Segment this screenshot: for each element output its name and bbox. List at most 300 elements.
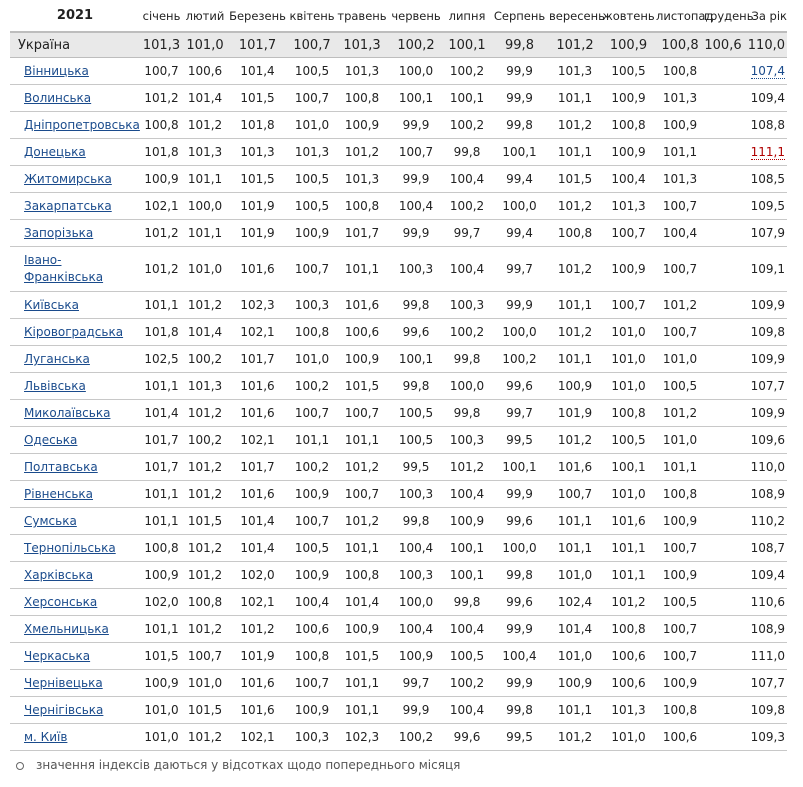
value-cell: 101,5 bbox=[183, 697, 227, 724]
value-cell bbox=[704, 247, 742, 292]
value-cell: 100,0 bbox=[490, 193, 549, 220]
value-cell: 100,1 bbox=[444, 535, 490, 562]
value-cell: 99,9 bbox=[388, 697, 444, 724]
value-cell bbox=[704, 166, 742, 193]
value-cell: 101,2 bbox=[183, 616, 227, 643]
value-cell: 100,7 bbox=[288, 508, 336, 535]
value-cell: 101,0 bbox=[601, 724, 656, 751]
value-cell: 101,0 bbox=[549, 562, 601, 589]
year-heading: 2021 bbox=[56, 8, 94, 23]
value-cell: 102,1 bbox=[227, 589, 288, 616]
value-cell bbox=[742, 139, 787, 166]
value-cell: 101,3 bbox=[656, 85, 704, 112]
value-cell: 100,0 bbox=[183, 193, 227, 220]
value-cell: 100,5 bbox=[601, 427, 656, 454]
value-cell: 102,1 bbox=[227, 427, 288, 454]
annual-value[interactable]: 107,7 bbox=[750, 676, 785, 690]
value-cell: 100,8 bbox=[336, 85, 388, 112]
value-cell: 99,5 bbox=[490, 724, 549, 751]
value-cell: 100,5 bbox=[288, 58, 336, 85]
region-cell bbox=[10, 193, 140, 220]
value-cell: 101,2 bbox=[549, 724, 601, 751]
table-row bbox=[10, 139, 787, 166]
column-header: травень bbox=[337, 8, 387, 23]
region-cell bbox=[10, 643, 140, 670]
value-cell: 102,5 bbox=[140, 346, 183, 373]
annual-value[interactable]: 109,3 bbox=[750, 730, 785, 744]
region-link[interactable]: Вінницька bbox=[24, 64, 89, 78]
total-cell: 101,0 bbox=[183, 32, 227, 58]
region-link[interactable]: Миколаївська bbox=[24, 406, 111, 420]
value-cell: 101,6 bbox=[227, 670, 288, 697]
value-cell: 100,1 bbox=[444, 562, 490, 589]
value-cell: 100,8 bbox=[288, 319, 336, 346]
region-link[interactable]: Дніпропетровська bbox=[24, 118, 140, 132]
value-cell: 100,3 bbox=[388, 247, 444, 292]
value-cell: 100,9 bbox=[656, 508, 704, 535]
value-cell: 100,1 bbox=[601, 454, 656, 481]
value-cell bbox=[704, 535, 742, 562]
value-cell: 101,2 bbox=[183, 454, 227, 481]
value-cell bbox=[704, 193, 742, 220]
value-cell: 101,1 bbox=[183, 166, 227, 193]
value-cell: 100,2 bbox=[444, 193, 490, 220]
value-cell: 102,0 bbox=[140, 589, 183, 616]
value-cell: 101,3 bbox=[656, 166, 704, 193]
value-cell: 100,1 bbox=[490, 139, 549, 166]
annual-value[interactable]: 109,9 bbox=[750, 298, 785, 312]
value-cell: 100,5 bbox=[388, 400, 444, 427]
value-cell: 101,2 bbox=[549, 427, 601, 454]
value-cell: 101,1 bbox=[549, 292, 601, 319]
value-cell: 101,2 bbox=[183, 535, 227, 562]
annual-value[interactable]: 107,9 bbox=[750, 226, 785, 240]
value-cell: 99,9 bbox=[490, 58, 549, 85]
annual-value[interactable]: 108,7 bbox=[750, 541, 785, 555]
value-cell: 101,1 bbox=[656, 139, 704, 166]
region-link[interactable]: м. Київ bbox=[24, 730, 68, 744]
region-cell bbox=[10, 112, 140, 139]
value-cell: 99,4 bbox=[490, 220, 549, 247]
region-link[interactable]: Чернівецька bbox=[24, 676, 103, 690]
total-cell: 101,7 bbox=[227, 32, 288, 58]
annual-value[interactable]: 110,6 bbox=[750, 595, 785, 609]
value-cell: 101,5 bbox=[140, 643, 183, 670]
region-link[interactable]: Сумська bbox=[24, 514, 77, 528]
value-cell bbox=[742, 481, 787, 508]
value-cell: 99,8 bbox=[388, 373, 444, 400]
value-cell: 100,8 bbox=[601, 616, 656, 643]
table-row bbox=[10, 112, 787, 139]
value-cell: 101,1 bbox=[549, 85, 601, 112]
value-cell bbox=[704, 292, 742, 319]
value-cell: 101,2 bbox=[183, 562, 227, 589]
value-cell: 100,4 bbox=[444, 166, 490, 193]
footnote bbox=[16, 758, 460, 772]
value-cell: 99,8 bbox=[490, 562, 549, 589]
value-cell: 101,4 bbox=[227, 535, 288, 562]
value-cell: 102,1 bbox=[227, 724, 288, 751]
value-cell: 101,1 bbox=[549, 535, 601, 562]
region-link[interactable]: Запорізька bbox=[24, 226, 94, 240]
table-row bbox=[10, 220, 787, 247]
value-cell: 101,1 bbox=[656, 454, 704, 481]
value-cell bbox=[742, 220, 787, 247]
total-cell: 101,3 bbox=[336, 32, 388, 58]
region-link[interactable]: Волинська bbox=[24, 91, 92, 105]
annual-value[interactable]: 109,9 bbox=[750, 352, 785, 366]
value-cell: 100,7 bbox=[656, 643, 704, 670]
region-cell bbox=[10, 427, 140, 454]
value-cell: 101,1 bbox=[140, 481, 183, 508]
value-cell: 100,7 bbox=[656, 247, 704, 292]
value-cell bbox=[704, 373, 742, 400]
value-cell: 100,2 bbox=[183, 346, 227, 373]
region-link[interactable]: Івано-Франківська bbox=[24, 253, 104, 284]
value-cell: 101,4 bbox=[336, 589, 388, 616]
value-cell: 100,8 bbox=[183, 589, 227, 616]
value-cell: 101,1 bbox=[336, 247, 388, 292]
value-cell bbox=[742, 616, 787, 643]
value-cell: 101,4 bbox=[227, 508, 288, 535]
region-link[interactable]: Полтавська bbox=[24, 460, 98, 474]
value-cell: 100,4 bbox=[388, 616, 444, 643]
table-row bbox=[10, 85, 787, 112]
value-cell: 99,6 bbox=[490, 508, 549, 535]
annual-value[interactable]: 108,9 bbox=[750, 487, 785, 501]
annual-value[interactable]: 108,9 bbox=[750, 622, 785, 636]
value-cell: 101,4 bbox=[140, 400, 183, 427]
table-row bbox=[10, 58, 787, 85]
value-cell: 100,7 bbox=[336, 400, 388, 427]
value-cell bbox=[742, 247, 787, 292]
value-cell: 99,6 bbox=[388, 319, 444, 346]
value-cell: 100,6 bbox=[601, 670, 656, 697]
region-link[interactable]: Одеська bbox=[24, 433, 78, 447]
region-cell bbox=[10, 85, 140, 112]
region-link[interactable]: Тернопільська bbox=[24, 541, 116, 555]
value-cell bbox=[742, 724, 787, 751]
value-cell bbox=[704, 562, 742, 589]
region-cell bbox=[10, 508, 140, 535]
value-cell: 100,2 bbox=[444, 58, 490, 85]
value-cell: 100,0 bbox=[490, 535, 549, 562]
value-cell: 100,9 bbox=[288, 481, 336, 508]
value-cell: 100,8 bbox=[336, 562, 388, 589]
total-cell: 100,1 bbox=[444, 32, 490, 58]
region-link[interactable]: Кіровоградська bbox=[24, 325, 124, 339]
annual-value[interactable]: 108,8 bbox=[750, 118, 785, 132]
value-cell: 99,9 bbox=[490, 481, 549, 508]
value-cell: 99,6 bbox=[490, 589, 549, 616]
table-row bbox=[10, 562, 787, 589]
value-cell bbox=[742, 535, 787, 562]
value-cell: 101,5 bbox=[227, 166, 288, 193]
annual-value[interactable]: 111,1 bbox=[750, 145, 785, 159]
region-cell bbox=[10, 247, 140, 292]
region-cell bbox=[10, 481, 140, 508]
value-cell: 100,4 bbox=[388, 193, 444, 220]
value-cell: 101,6 bbox=[336, 292, 388, 319]
value-cell: 99,9 bbox=[490, 670, 549, 697]
value-cell: 101,2 bbox=[601, 589, 656, 616]
value-cell: 101,4 bbox=[227, 58, 288, 85]
value-cell: 101,1 bbox=[549, 697, 601, 724]
table-row bbox=[10, 454, 787, 481]
value-cell: 100,4 bbox=[444, 481, 490, 508]
region-link[interactable]: Харківська bbox=[24, 568, 94, 582]
region-link[interactable]: Херсонська bbox=[24, 595, 98, 609]
value-cell: 101,2 bbox=[549, 112, 601, 139]
value-cell: 100,7 bbox=[288, 670, 336, 697]
value-cell: 100,0 bbox=[490, 319, 549, 346]
value-cell: 99,8 bbox=[490, 697, 549, 724]
value-cell: 101,8 bbox=[227, 112, 288, 139]
value-cell: 100,3 bbox=[288, 292, 336, 319]
value-cell: 101,3 bbox=[227, 139, 288, 166]
value-cell bbox=[742, 562, 787, 589]
value-cell bbox=[704, 643, 742, 670]
total-row-label: Україна bbox=[10, 32, 140, 58]
value-cell: 100,9 bbox=[336, 112, 388, 139]
table-row bbox=[10, 616, 787, 643]
annual-value[interactable]: 107,7 bbox=[750, 379, 785, 393]
column-header: жовтень bbox=[602, 8, 655, 23]
column-header: вересень bbox=[549, 8, 605, 23]
value-cell: 100,1 bbox=[388, 85, 444, 112]
region-cell bbox=[10, 58, 140, 85]
annual-value[interactable]: 109,6 bbox=[750, 433, 785, 447]
value-cell: 100,4 bbox=[444, 247, 490, 292]
value-cell: 100,2 bbox=[490, 346, 549, 373]
value-cell: 101,1 bbox=[183, 220, 227, 247]
annual-value[interactable]: 110,2 bbox=[750, 514, 785, 528]
value-cell: 101,6 bbox=[601, 508, 656, 535]
region-link[interactable]: Донецька bbox=[24, 145, 86, 159]
value-cell: 100,9 bbox=[656, 112, 704, 139]
value-cell: 100,9 bbox=[140, 562, 183, 589]
region-cell bbox=[10, 292, 140, 319]
value-cell: 101,0 bbox=[601, 373, 656, 400]
value-cell: 101,1 bbox=[549, 139, 601, 166]
value-cell bbox=[742, 697, 787, 724]
value-cell: 101,2 bbox=[549, 319, 601, 346]
value-cell: 101,0 bbox=[140, 697, 183, 724]
annual-value[interactable]: 109,9 bbox=[750, 406, 785, 420]
value-cell bbox=[704, 724, 742, 751]
value-cell: 100,9 bbox=[601, 139, 656, 166]
region-cell bbox=[10, 697, 140, 724]
value-cell: 101,5 bbox=[183, 508, 227, 535]
table-row bbox=[10, 373, 787, 400]
value-cell: 101,0 bbox=[656, 346, 704, 373]
total-cell: 100,2 bbox=[388, 32, 444, 58]
value-cell: 101,3 bbox=[336, 166, 388, 193]
table-row bbox=[10, 670, 787, 697]
value-cell: 101,9 bbox=[549, 400, 601, 427]
region-link[interactable]: Львівська bbox=[24, 379, 86, 393]
value-cell bbox=[704, 670, 742, 697]
total-cell: 100,7 bbox=[288, 32, 336, 58]
value-cell: 100,9 bbox=[549, 670, 601, 697]
value-cell: 100,9 bbox=[444, 508, 490, 535]
table-row bbox=[10, 319, 787, 346]
region-link[interactable]: Чернігівська bbox=[24, 703, 104, 717]
value-cell: 101,2 bbox=[140, 85, 183, 112]
value-cell: 100,7 bbox=[140, 58, 183, 85]
annual-value[interactable]: 109,4 bbox=[750, 91, 785, 105]
value-cell: 100,2 bbox=[288, 373, 336, 400]
value-cell bbox=[704, 481, 742, 508]
value-cell: 100,9 bbox=[140, 670, 183, 697]
value-cell: 100,8 bbox=[656, 481, 704, 508]
value-cell: 100,4 bbox=[288, 589, 336, 616]
region-link[interactable]: Житомирська bbox=[24, 172, 112, 186]
annual-value[interactable]: 109,8 bbox=[750, 703, 785, 717]
column-header: лютий bbox=[185, 8, 225, 23]
value-cell: 101,0 bbox=[183, 247, 227, 292]
value-cell: 101,6 bbox=[227, 373, 288, 400]
value-cell: 100,9 bbox=[388, 643, 444, 670]
value-cell: 101,3 bbox=[336, 58, 388, 85]
value-cell: 100,4 bbox=[656, 220, 704, 247]
value-cell: 99,8 bbox=[444, 346, 490, 373]
value-cell: 101,7 bbox=[140, 454, 183, 481]
region-link[interactable]: Рівненська bbox=[24, 487, 93, 501]
value-cell: 100,9 bbox=[288, 220, 336, 247]
region-link[interactable]: Київська bbox=[24, 298, 79, 312]
value-cell bbox=[742, 193, 787, 220]
value-cell: 101,3 bbox=[601, 193, 656, 220]
value-cell: 100,5 bbox=[444, 643, 490, 670]
annual-value[interactable]: 107,4 bbox=[750, 64, 785, 78]
value-cell: 99,7 bbox=[444, 220, 490, 247]
table-row bbox=[10, 193, 787, 220]
value-cell: 101,6 bbox=[227, 697, 288, 724]
value-cell bbox=[742, 319, 787, 346]
value-cell: 99,5 bbox=[490, 427, 549, 454]
value-cell: 100,6 bbox=[288, 616, 336, 643]
value-cell bbox=[704, 454, 742, 481]
column-header: Серпень bbox=[493, 8, 546, 23]
value-cell: 101,1 bbox=[140, 292, 183, 319]
value-cell: 102,3 bbox=[227, 292, 288, 319]
annual-value[interactable]: 110,0 bbox=[750, 460, 785, 474]
value-cell: 101,6 bbox=[549, 454, 601, 481]
value-cell: 101,3 bbox=[549, 58, 601, 85]
value-cell: 101,2 bbox=[183, 292, 227, 319]
value-cell: 100,4 bbox=[444, 697, 490, 724]
value-cell bbox=[742, 454, 787, 481]
table-body bbox=[10, 32, 787, 751]
region-link[interactable]: Черкаська bbox=[24, 649, 91, 663]
value-cell: 101,1 bbox=[336, 697, 388, 724]
table-row bbox=[10, 508, 787, 535]
value-cell: 100,7 bbox=[183, 643, 227, 670]
value-cell: 101,9 bbox=[227, 193, 288, 220]
value-cell: 101,5 bbox=[336, 373, 388, 400]
value-cell: 99,9 bbox=[490, 292, 549, 319]
value-cell: 101,1 bbox=[140, 616, 183, 643]
annual-value[interactable]: 109,1 bbox=[750, 262, 785, 276]
value-cell: 101,3 bbox=[288, 139, 336, 166]
value-cell: 99,8 bbox=[388, 292, 444, 319]
value-cell: 99,8 bbox=[388, 508, 444, 535]
value-cell: 100,8 bbox=[336, 193, 388, 220]
value-cell bbox=[742, 58, 787, 85]
value-cell: 100,7 bbox=[288, 85, 336, 112]
annual-value[interactable]: 111,0 bbox=[750, 649, 785, 663]
value-cell: 100,2 bbox=[288, 454, 336, 481]
value-cell: 99,7 bbox=[388, 670, 444, 697]
column-header: За рік bbox=[751, 8, 787, 23]
value-cell: 101,0 bbox=[183, 670, 227, 697]
annual-value[interactable]: 109,4 bbox=[750, 568, 785, 582]
value-cell: 100,7 bbox=[336, 481, 388, 508]
value-cell: 100,8 bbox=[601, 400, 656, 427]
value-cell: 102,4 bbox=[549, 589, 601, 616]
value-cell bbox=[704, 589, 742, 616]
value-cell: 100,0 bbox=[388, 58, 444, 85]
region-link[interactable]: Закарпатська bbox=[24, 199, 112, 213]
value-cell: 99,8 bbox=[444, 589, 490, 616]
value-cell: 100,5 bbox=[288, 535, 336, 562]
value-cell: 99,9 bbox=[490, 85, 549, 112]
value-cell: 101,6 bbox=[227, 481, 288, 508]
value-cell bbox=[704, 400, 742, 427]
table-row bbox=[10, 400, 787, 427]
value-cell: 101,0 bbox=[601, 346, 656, 373]
value-cell: 99,6 bbox=[444, 724, 490, 751]
value-cell: 101,3 bbox=[601, 697, 656, 724]
value-cell: 100,6 bbox=[656, 724, 704, 751]
table-row bbox=[10, 589, 787, 616]
value-cell bbox=[704, 697, 742, 724]
value-cell: 100,2 bbox=[444, 670, 490, 697]
region-cell bbox=[10, 346, 140, 373]
value-cell: 99,8 bbox=[444, 400, 490, 427]
annual-value[interactable]: 109,8 bbox=[750, 325, 785, 339]
table-row bbox=[10, 724, 787, 751]
value-cell: 101,1 bbox=[140, 373, 183, 400]
value-cell: 100,0 bbox=[388, 589, 444, 616]
annual-value[interactable]: 109,5 bbox=[750, 199, 785, 213]
table-row bbox=[10, 697, 787, 724]
value-cell: 101,4 bbox=[183, 319, 227, 346]
value-cell bbox=[704, 85, 742, 112]
value-cell: 100,9 bbox=[656, 670, 704, 697]
header-row bbox=[10, 0, 787, 32]
total-cell: 110,0 bbox=[742, 32, 787, 58]
total-row-ukraine bbox=[10, 32, 787, 58]
region-link[interactable]: Луганська bbox=[24, 352, 90, 366]
value-cell: 101,8 bbox=[140, 139, 183, 166]
value-cell: 101,7 bbox=[227, 346, 288, 373]
value-cell: 100,9 bbox=[288, 697, 336, 724]
value-cell: 102,3 bbox=[336, 724, 388, 751]
value-cell: 100,2 bbox=[388, 724, 444, 751]
region-cell bbox=[10, 319, 140, 346]
value-cell: 100,9 bbox=[549, 373, 601, 400]
value-cell: 100,2 bbox=[444, 112, 490, 139]
value-cell: 101,0 bbox=[601, 319, 656, 346]
value-cell: 101,2 bbox=[183, 724, 227, 751]
total-cell: 101,3 bbox=[140, 32, 183, 58]
value-cell: 101,2 bbox=[336, 508, 388, 535]
value-cell: 100,8 bbox=[140, 535, 183, 562]
region-link[interactable]: Хмельницька bbox=[24, 622, 109, 636]
annual-value[interactable]: 108,5 bbox=[750, 172, 785, 186]
